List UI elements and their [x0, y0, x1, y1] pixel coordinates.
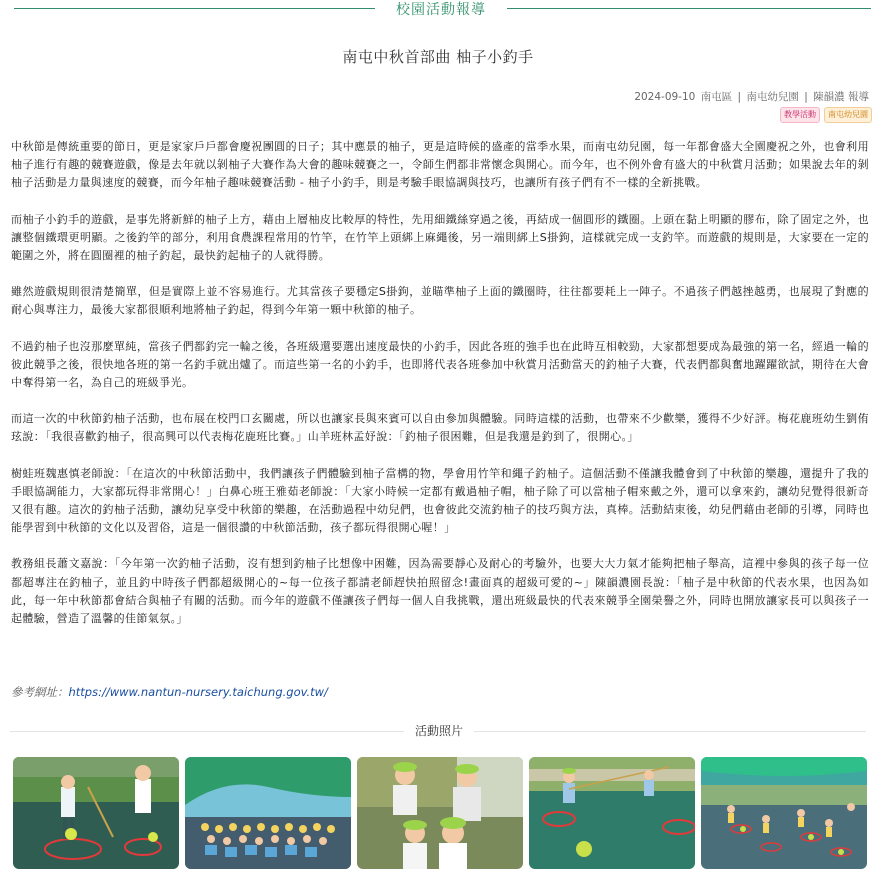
photos-header	[0, 722, 876, 742]
reference	[11, 684, 328, 700]
meta-separator: |	[804, 91, 808, 103]
photo-thumbnail[interactable]	[529, 757, 695, 869]
photo-thumbnail[interactable]	[701, 757, 867, 869]
tag-list	[780, 107, 872, 123]
reference-label: 參考網址：	[11, 685, 69, 699]
article-reporter: 陳韻濃 報導	[813, 91, 869, 103]
tag-teaching-activity[interactable]: 教學活動	[780, 107, 820, 123]
article-paragraph: 中秋節是傳統重要的節日，更是家家戶戶都會慶祝團圓的日子；其中應景的柚子，更是這時候的盛產的當季水果，而南屯幼兒園，每一年都會盛大全園慶祝之外，也會利用柚子進行有趣的競賽遊戲，像是去年就以剝柚子大賽作為大會的趣味競賽之一，令師生們都非常懷念與開心。而今年，也不例外會有盛大的中秋賞月活動；如果說去年的剝柚子活動是力量與速度的競賽，而今年柚子趣味競賽活動 - 柚子小釣手，則是考驗手眼協調與技巧，也讓所有孩子們有不一樣的全新挑戰。	[11, 140, 869, 190]
divider	[14, 8, 375, 9]
article-paragraph: 而這一次的中秋節釣柚子活動，也布展在校門口玄關處，所以也讓家長與來賓可以自由參加與體驗。同時這樣的活動，也帶來不少歡樂，獲得不少好評。梅花鹿班幼生劉侑玹說：「我很喜歡釣柚子，很高興可以代表梅花鹿班比賽。」山羊班林孟妤說：「釣柚子很困難，但是我還是釣到了，很開心。」	[11, 412, 869, 444]
article-paragraph: 而柚子小釣手的遊戲，是事先將新鮮的柚子上方，藉由上層柚皮比較厚的特性，先用細鐵絲穿過之後，再結成一個圓形的鐵圈。上頭在黏上明顯的膠布，除了固定之外，也讓整個鐵環更明顯。之後釣竿的部分，利用食農課程常用的竹竿，在竹竿上頭綁上麻繩後，另一端則綁上S掛鉤，這樣就完成一支釣竿。而遊戲的規則是，大家要在一定的範圍之外，將在圓圈裡的柚子釣起，最快釣起柚子的人就得勝。	[11, 212, 869, 263]
article-school[interactable]: 南屯幼兒園	[746, 91, 799, 103]
photos-title: 活動照片	[414, 724, 463, 738]
article-title: 南屯中秋首部曲 柚子小釣手	[342, 48, 534, 66]
article-paragraph: 不過釣柚子也沒那麼單純，當孩子們都釣完一輪之後，各班級還要選出速度最快的小釣手，因此各班的強手也在此時互相較勁，大家都想要成為最強的第一名，經過一輪的彼此競爭之後，很快地各班的第一名釣手就出爐了。而這些第一名的小釣手，也即將代表各班參加中秋賞月活動當天的釣柚子大賽，代表們都與奮地躍躍欲試，期待在大會中奪得第一名，為自己的班級爭光。	[11, 339, 869, 390]
photo-gallery	[13, 757, 871, 869]
article-body	[11, 138, 869, 646]
photo-thumbnail[interactable]	[185, 757, 351, 869]
article-paragraph: 樹蛙班魏惠慎老師說：「在這次的中秋節活動中，我們讓孩子們體驗到柚子當構的物，學會用竹竿和繩子釣柚子。這個活動不僅讓我體會到了中秋節的樂趣，還提升了我的手眼協調能力，大家都玩得非常開心！」白鼻心班王雅茹老師說：「大家小時候一定都有戴過柚子帽，柚子除了可以當柚子帽來戴之外，還可以拿來釣，讓幼兒覺得很新奇又很有趣。這次的釣柚子活動，讓幼兒享受中秋節的樂趣，在活動過程中幼兒們，也會彼此交流釣柚子的技巧與方法，真棒。活動結束後，幼兒們藉由老師的引導，同時也能學習到中秋節的文化以及習俗，這是一個很讚的中秋節活動，孩子都玩得很開心喔！」	[11, 466, 869, 535]
divider	[507, 8, 871, 9]
article-district[interactable]: 南屯區	[700, 91, 733, 103]
article-paragraph: 雖然遊戲規則很清楚簡單，但是實際上並不容易進行。尤其當孩子要穩定S掛鉤，並瞄準柚子上面的鐵圈時，往往都要耗上一陣子。不過孩子們越挫越勇，也展現了對應的耐心與專注力，最後大家都很順利地將柚子釣起，得到今年第一顆中秋節的柚子。	[11, 285, 869, 317]
article-meta	[633, 89, 870, 104]
reference-link[interactable]: https://www.nantun-nursery.taichung.gov.tw/	[68, 685, 328, 699]
section-header	[0, 0, 876, 18]
divider	[10, 731, 404, 732]
section-title: 校園活動報導	[396, 2, 486, 18]
divider	[474, 731, 866, 732]
photo-thumbnail[interactable]	[13, 757, 179, 869]
article-paragraph: 教務組長蕭文嘉說：「今年第一次釣柚子活動，沒有想到釣柚子比想像中困難，因為需要靜心及耐心的考驗外，也要大大力氣才能夠把柚子舉高，這裡中參與的孩子每一位都超專注在釣柚子，並且釣中時孩子們都超級開心的~每一位孩子都請老師趕快拍照留念!畫面真的超級可愛的~」陳韻濃園長說：「柚子是中秋節的代表水果，也因為如此，每一年中秋節都會結合與柚子有關的活動。而今年的遊戲不僅讓孩子們每一個人自我挑戰，還出班級最快的代表來競爭全園榮譽之外，同時也開放讓家長可以與孩子一起體驗，營造了溫馨的佳節氣氛。」	[11, 557, 869, 626]
meta-separator: |	[737, 91, 742, 103]
photo-thumbnail[interactable]	[357, 757, 523, 869]
tag-school[interactable]: 南屯幼兒園	[824, 107, 872, 123]
article-date: 2024-09-10	[634, 91, 696, 103]
